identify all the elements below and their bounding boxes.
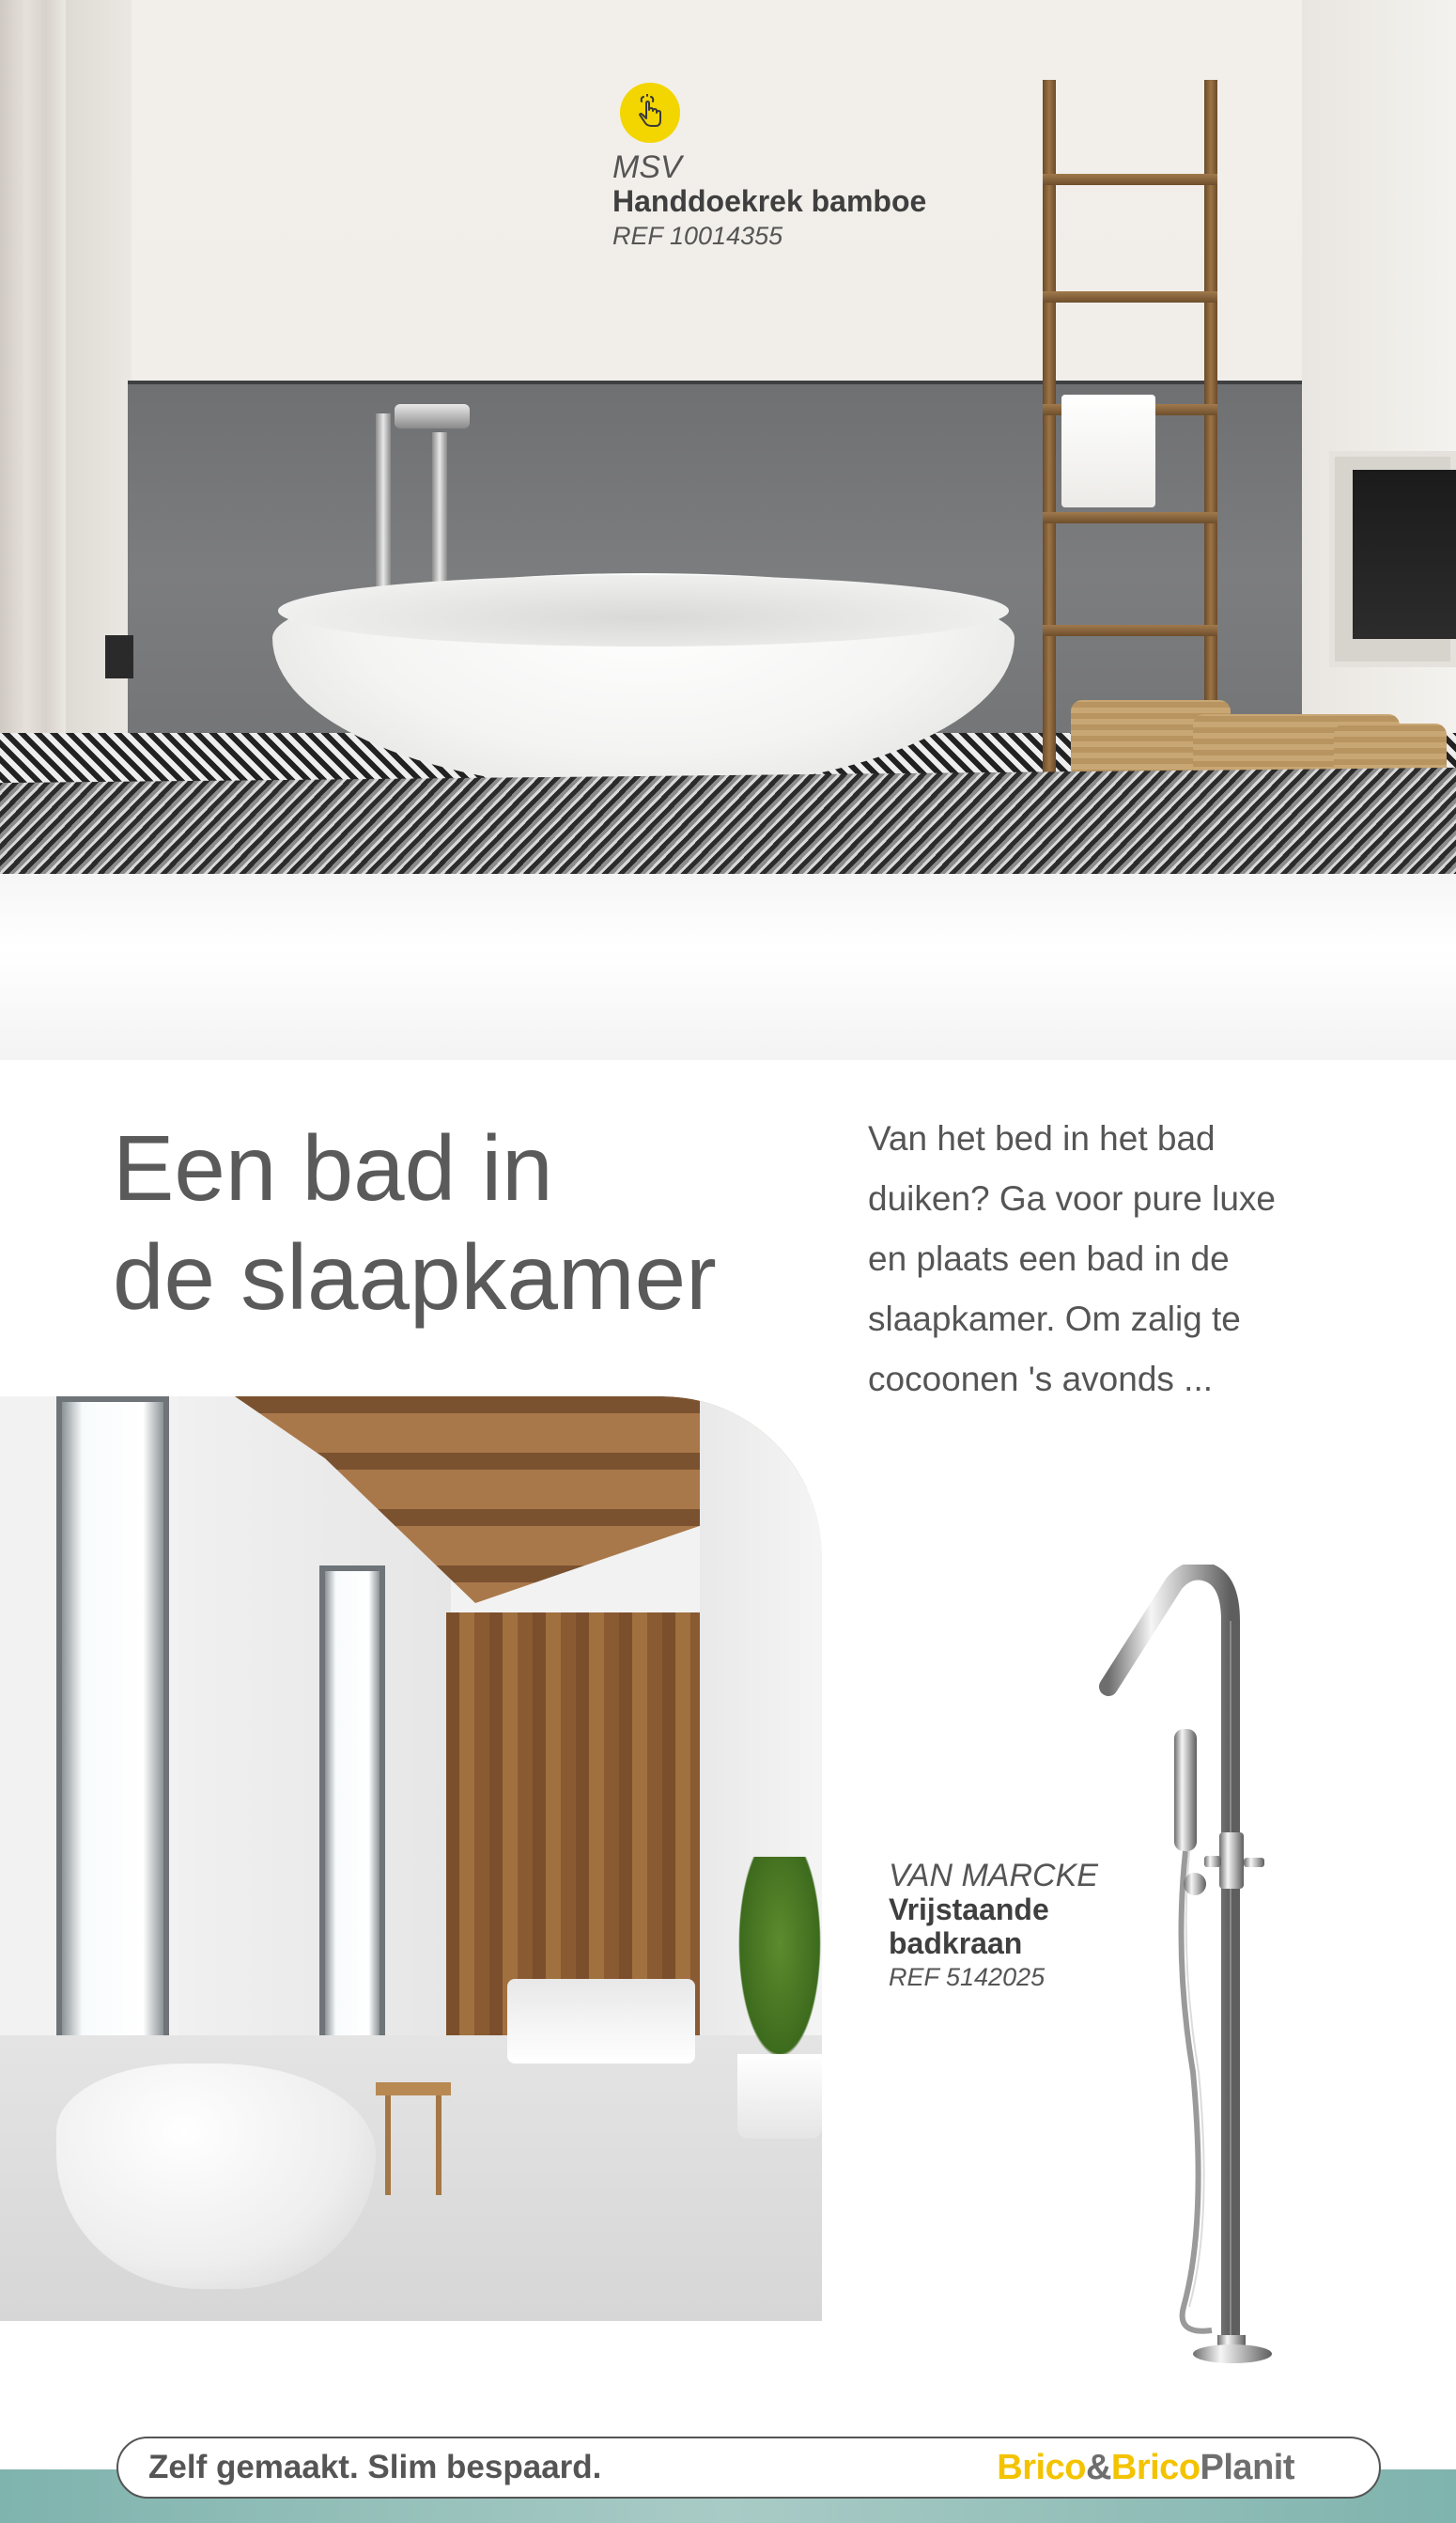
freestanding-faucet-image	[1090, 1565, 1315, 2373]
wall-right	[1302, 0, 1456, 799]
interior-photo-bathroom	[0, 1396, 822, 2321]
product-callout-faucet	[889, 1859, 1098, 1991]
intro-line: en plaats een bad in de	[868, 1239, 1230, 1278]
logo-ampersand: &	[1085, 2447, 1111, 2487]
bamboo-ladder-rung	[1043, 174, 1217, 185]
tap-hand-icon[interactable]	[620, 83, 680, 143]
product-ref: REF 10014355	[612, 221, 783, 250]
brico-planit-logo[interactable]	[997, 2448, 1294, 2488]
plant-pot	[737, 2054, 822, 2139]
logo-brico-2: Brico	[1110, 2447, 1200, 2487]
bath-faucet-head	[395, 404, 470, 428]
title-line-2: de slaapkamer	[113, 1225, 717, 1329]
product-name-line-1: Vrijstaande	[889, 1892, 1049, 1927]
intro-line: Van het bed in het bad	[868, 1119, 1216, 1158]
product-callout-towel-rack	[612, 150, 926, 250]
intro-line: slaapkamer. Om zalig te	[868, 1300, 1241, 1338]
footer-slogan: Zelf gemaakt. Slim bespaard.	[148, 2449, 602, 2485]
product-brand: MSV	[612, 149, 682, 185]
product-ref: REF 5142025	[889, 1962, 1046, 1991]
title-line-1: Een bad in	[113, 1116, 553, 1220]
bamboo-ladder-rung	[1043, 291, 1217, 303]
intro-line: duiken? Ga voor pure luxe	[868, 1179, 1276, 1218]
page-title	[113, 1114, 789, 1332]
wall-outlet	[105, 635, 133, 678]
footer-bar	[116, 2437, 1381, 2499]
product-name-line-2: badkraan	[889, 1925, 1023, 1960]
bathtub-rim	[278, 575, 1009, 646]
logo-planit: Planit	[1200, 2447, 1294, 2487]
potted-plant	[733, 1857, 822, 2073]
intro-paragraph	[868, 1109, 1356, 1409]
curtain	[0, 0, 66, 771]
bed	[507, 1979, 695, 2064]
hanging-towel	[1061, 395, 1155, 507]
logo-brico: Brico	[997, 2447, 1086, 2487]
wooden-stool	[376, 2082, 451, 2195]
bamboo-ladder-rung	[1043, 625, 1217, 636]
white-bed	[0, 874, 1456, 1060]
product-brand: VAN MARCKE	[889, 1858, 1098, 1893]
fireplace-opening	[1353, 470, 1456, 639]
product-name: Handdoekrek bamboe	[612, 184, 927, 219]
intro-line: cocoonen 's avonds ...	[868, 1360, 1214, 1398]
bamboo-ladder-rung	[1043, 512, 1217, 523]
